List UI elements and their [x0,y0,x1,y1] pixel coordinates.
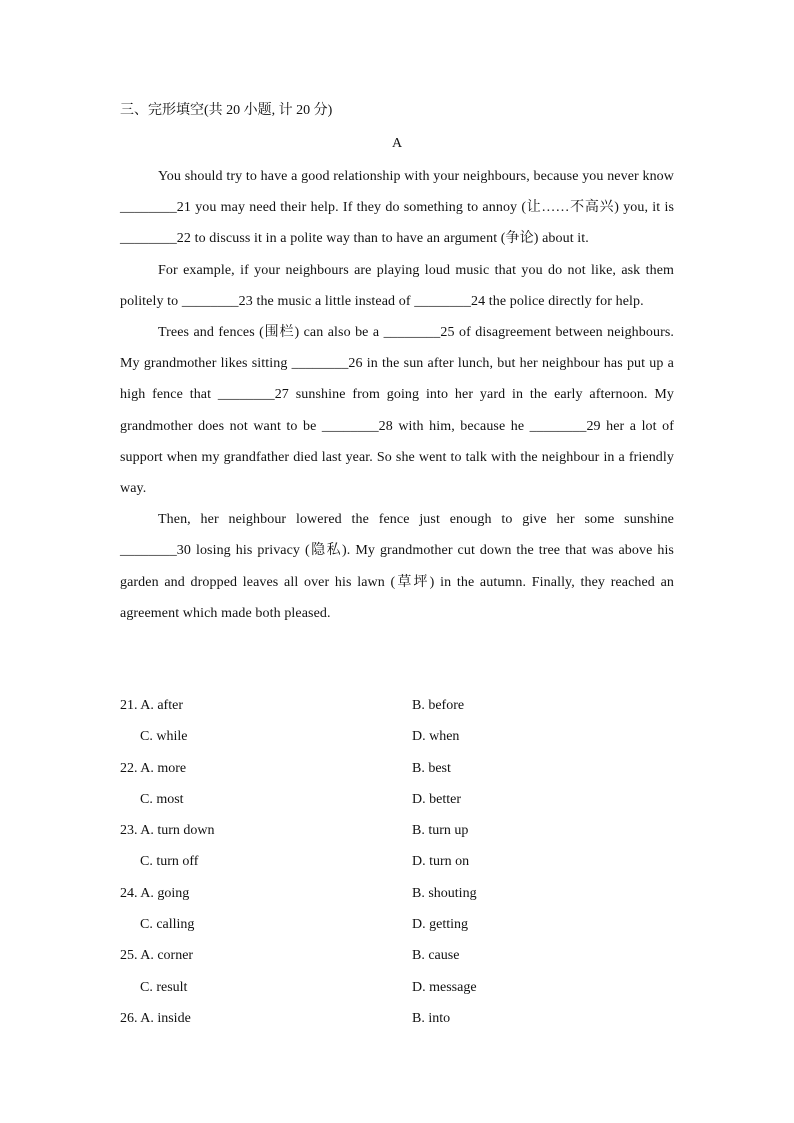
option-row [120,815,674,846]
option-row [120,721,674,752]
option-c: C. result [140,979,188,995]
section-title: 三、完形填空(共 20 小题, 计 20 分) [120,103,333,118]
option-d: D. better [412,791,461,807]
option-b: B. turn up [412,823,469,839]
option-a: 23. A. turn down [120,823,215,839]
option-row [120,784,674,815]
option-row [120,972,674,1003]
option-c: C. turn off [140,854,199,870]
option-d: D. getting [412,917,468,933]
option-b: B. shouting [412,885,477,901]
option-b: B. before [412,698,465,713]
option-d: D. message [412,979,477,995]
option-b: B. best [412,760,451,776]
option-a: 21. A. after [120,698,183,713]
option-row [120,1003,674,1034]
option-b: B. into [412,1010,451,1026]
option-c: C. most [140,791,184,807]
option-c: C. while [140,729,188,745]
passage-paragraph: For example, if your neighbours are playing loud music that you do not like, ask them politely to ________23 the music a little instead of ________24 the police directly for help. [120,262,674,309]
option-row [120,878,674,909]
passage-letter: A [391,136,403,151]
passage-paragraph: You should try to have a good relationship with your neighbours, because you never know ________21 you may need their help. If they do something to annoy (让……不高兴) you, it is ________22 to discuss it in a polite way than to have an argument (争论) about it. [120,169,674,247]
passage-paragraph: Then, her neighbour lowered the fence just enough to give her some sunshine ________30 losing his privacy (隐私). My grandmother cut down the tree that was above his garden and dropped leaves all over his lawn (草坪) in the autumn. Finally, they reached an agreement which made both pleased. [120,512,674,621]
answer-options [120,690,674,1034]
option-a: 22. A. more [120,760,187,776]
option-a: 24. A. going [120,885,190,901]
cloze-passage [120,161,674,629]
option-row [120,909,674,940]
option-b: B. cause [412,948,460,964]
option-row [120,753,674,784]
option-row [120,690,674,721]
option-d: D. turn on [412,854,470,870]
option-d: D. when [412,729,460,745]
option-row [120,940,674,971]
passage-paragraph: Trees and fences (围栏) can also be a ________25 of disagreement between neighbours. My grandmother likes sitting ________26 in the sun after lunch, but her neighbour has put up a high fence that ________27 sunshine from going into her yard in the early afternoon. My grandmother does not want to be ________28 with him, because he ________29 her a lot of support when my grandfather died last year. So she went to talk with the neighbour in a friendly way. [120,325,674,497]
option-a: 26. A. inside [120,1010,191,1026]
option-a: 25. A. corner [120,948,194,964]
option-c: C. calling [140,917,195,933]
option-row [120,846,674,877]
